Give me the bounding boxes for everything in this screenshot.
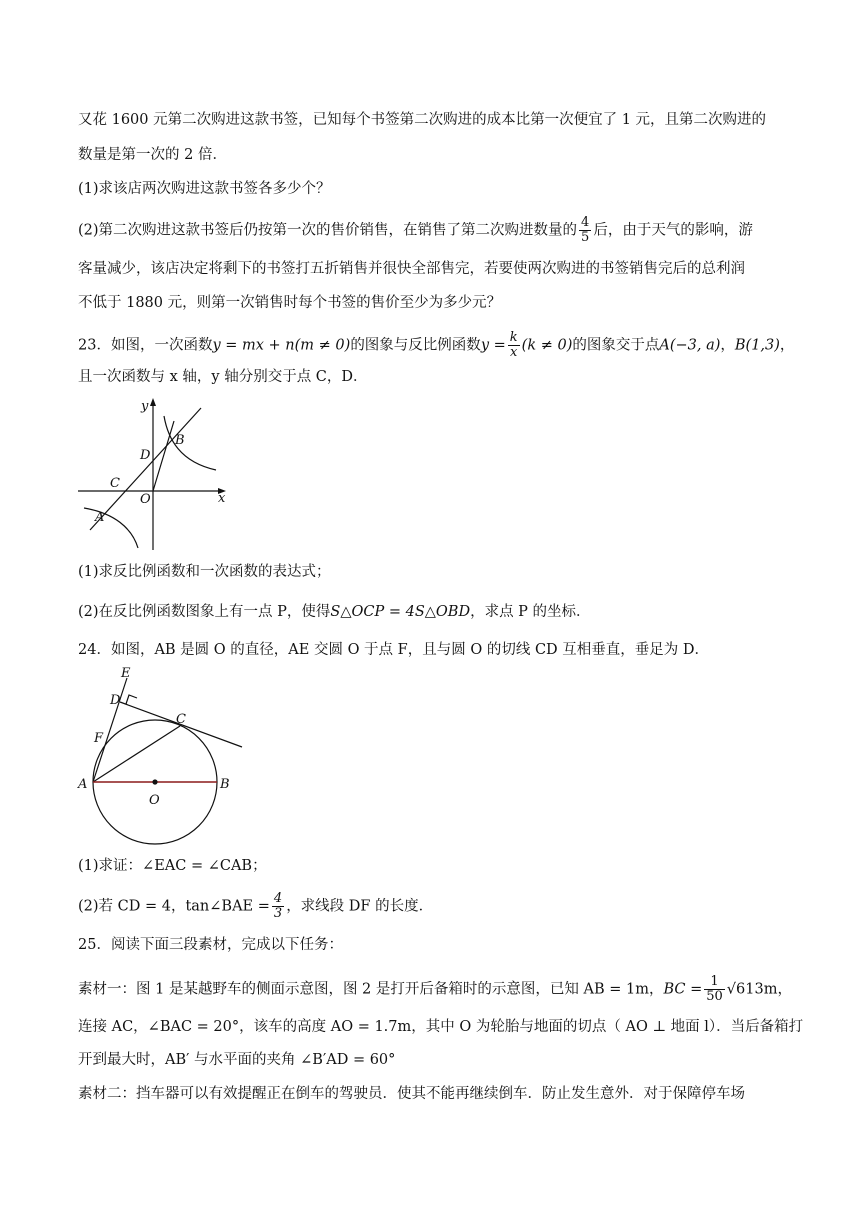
label-b: B <box>175 433 185 448</box>
label-a: A <box>95 510 105 525</box>
q25-material-1-line-3: 开到最大时，AB′ 与水平面的夹角 ∠B′AD = 60° <box>78 1052 396 1068</box>
q23-line-2: 且一次函数与 x 轴，y 轴分别交于点 C，D． <box>78 369 368 385</box>
area-equation: S△OCP = 4S△OBD <box>330 604 471 620</box>
label-x: x <box>218 491 226 506</box>
q25-material-1-line-2: 连接 AC，∠BAC = 20°，该车的高度 AO = 1.7m，其中 O 为轮胎与地面的切点（ AO ⊥ 地面 l）．当后备箱打 <box>78 1019 804 1035</box>
label-c: C <box>110 476 120 491</box>
point-b: B(1,3) <box>734 337 780 354</box>
square-root-613: √613m， <box>726 981 792 998</box>
label-y: y <box>141 399 149 414</box>
q25-material-2-line-1: 素材二：挡车器可以有效提醒正在倒车的驾驶员．使其不能再继续倒车．防止发生意外．对于保障停车场 <box>78 1086 745 1102</box>
q22-part-2-line-3: 不低于 1880 元，则第一次销售时每个书签的售价至少为多少元？ <box>78 295 502 311</box>
label-f: F <box>94 731 104 746</box>
label-c: C <box>176 712 186 727</box>
center-dot <box>152 779 157 784</box>
label-o: O <box>149 793 160 808</box>
q23-part-1: (1)求反比例函数和一次函数的表达式； <box>78 564 331 580</box>
point-a: A(−3, a) <box>659 337 721 354</box>
y-axis-arrow <box>150 398 156 406</box>
segment-ob <box>153 421 174 491</box>
q22-part-1: (1)求该店两次购进这款书签各多少个？ <box>78 181 331 197</box>
q24-part-2: (2)若 CD = 4，tan∠BAE = $\frac{4}{3}$ ，求线段 DF 的长度． <box>78 891 434 921</box>
q23-graph-figure <box>76 394 236 554</box>
fraction-one-fiftieth: $\frac{1}{50}$ <box>706 974 723 1004</box>
q22-line-2: 数量是第一次的 2 倍． <box>78 147 227 163</box>
label-e: E <box>121 666 131 681</box>
fraction-four-thirds: $\frac{4}{3}$ <box>273 891 283 921</box>
label-d: D <box>110 693 121 708</box>
label-a: A <box>78 777 88 792</box>
q23-part-2: (2)在反比例函数图象上有一点 P，使得S△OCP = 4S△OBD，求点 P 的坐标． <box>78 604 591 620</box>
q24-part-1: (1)求证：∠EAC = ∠CAB； <box>78 858 267 874</box>
q24-line-1: 24．如图，AB 是圆 O 的直径，AE 交圆 O 于点 F，且与圆 O 的切线 CD 互相垂直，垂足为 D． <box>78 642 710 658</box>
chord-ac <box>93 726 180 782</box>
right-angle-mark <box>126 695 137 704</box>
q22-part-2-line-2: 客量减少，该店决定将剩下的书签打五折销售并很快全部售完，若要使两次购进的书签销售完后的总利润 <box>78 261 745 277</box>
line-ab <box>90 408 201 530</box>
label-b: B <box>220 777 230 792</box>
fraction-k-over-x: $\frac{k}{x}$ <box>509 330 518 360</box>
q24-circle-figure <box>72 664 252 854</box>
q22-line-1: 又花 1600 元第二次购进这款书签，已知每个书签第二次购进的成本比第一次便宜了 1 元，且第二次购进的 <box>78 112 767 128</box>
label-d: D <box>140 448 151 463</box>
q23-line-1: 23．如图，一次函数y = mx + n(m ≠ 0)的图象与反比例函数y = $\frac{k}{x}$ (k ≠ 0)的图象交于点A(−3, a)，B(1,3)， <box>78 330 795 360</box>
hyperbola-branch-1 <box>164 416 216 470</box>
fraction-four-fifths: $\frac{4}{5}$ <box>581 215 590 245</box>
q22-part-2-line-1: (2)第二次购进这款书签后仍按第一次的售价销售，在销售了第二次购进数量的 $\frac{4}{5}$ 后，由于天气的影响，游 <box>78 215 753 245</box>
label-o: O <box>140 492 151 507</box>
q25-line-1: 25．阅读下面三段素材，完成以下任务： <box>78 937 343 953</box>
linear-function-eq: y = mx + n(m ≠ 0) <box>212 337 351 354</box>
q25-material-1-line-1: 素材一：图 1 是某越野车的侧面示意图，图 2 是打开后备箱时的示意图，已知 AB = 1m，BC = $\frac{1}{50}$ √613m， <box>78 974 792 1004</box>
